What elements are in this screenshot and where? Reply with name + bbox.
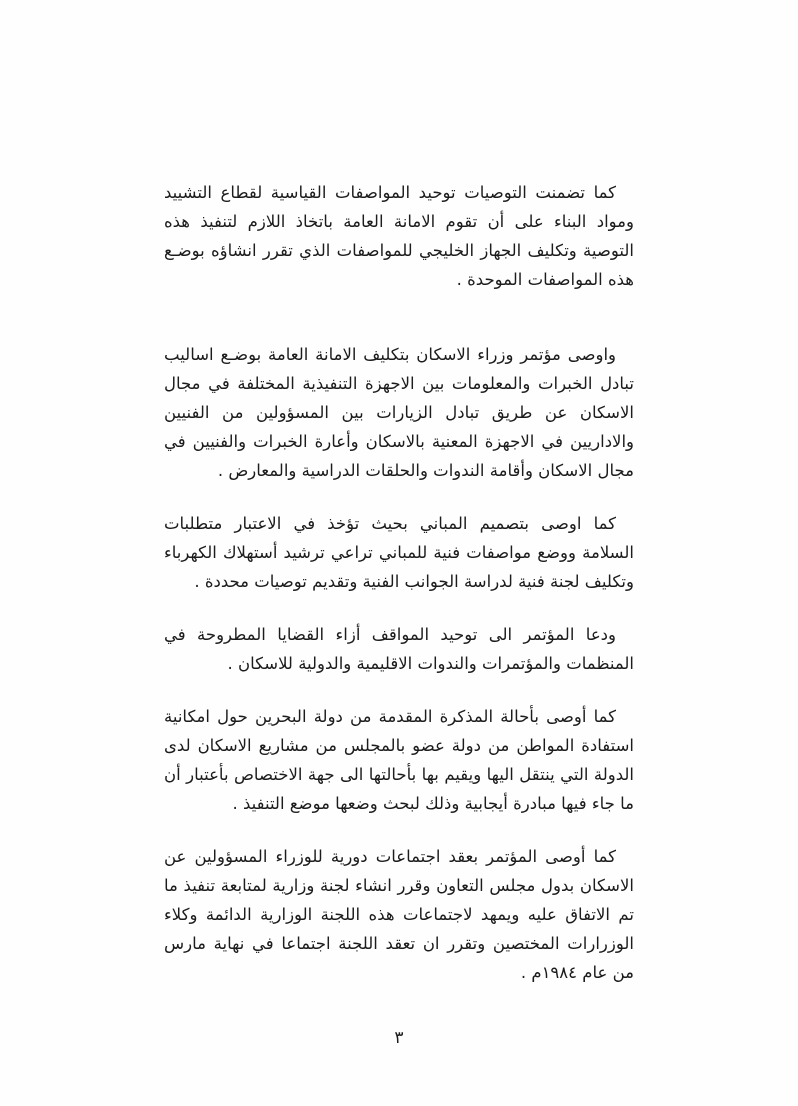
paragraph-building-design-safety: كما اوصى بتصميم المباني بحيث تؤخذ في الاعتبار متطلبات السلامة ووضع مواصفات فنية للمباني تراعي ترشيد أستهلاك الكهرباء وتكليف لجنة فنية لدراسة الجوانب الفنية وتقديم توصيات محددة . [164, 514, 634, 591]
paragraph-ministers-conference-exchange: واوصى مؤتمر وزراء الاسكان بتكليف الامانة العامة بوضـع اساليب تبادل الخبرات والمعلومات بين الاجهزة التنفيذية المختلفة في مجال الاسكان عن طريق تبادل الزيارات بين المسؤولين من الفنيين والاداريين في الاجهزة المعنية بالاسكان وأعارة الخبرات والفنيين في مجال الاسكان وأقامة الندوات والحلقات الدراسية والمعارض . [164, 345, 634, 480]
page-number: ٣ [394, 1028, 404, 1048]
paragraph-recommendations-specifications: كما تضمنت التوصيات توحيد المواصفات القياسية لقطاع التشييد ومواد البناء على أن تقوم الامانة العامة باتخاذ اللازم لتنفيذ هذه التوصية وتكليف الجهاز الخليجي للمواصفات الذي تقرر انشاؤه بوضـع هذه المواصفات الموحدة . [164, 183, 634, 289]
paragraph-unified-positions: ودعا المؤتمر الى توحيد المواقف أزاء القضايا المطروحة في المنظمات والمؤتمرات والندوات الاقليمية والدولية للاسكان . [164, 625, 634, 673]
paragraph-periodic-meetings: كما أوصى المؤتمر بعقد اجتماعات دورية للوزراء المسؤولين عن الاسكان بدول مجلس التعاون وقرر انشاء لجنة وزارية لمتابعة تنفيذ ما تم الاتفاق عليه ويمهد لاجتماعات هذه اللجنة الوزارية الدائمة وكلاء الوزرارات المختصين وتقرر ان تعقد اللجنة اجتماعا في نهاية مارس من عام ١٩٨٤م . [164, 847, 634, 982]
document-text-block [164, 178, 634, 1011]
paragraph-bahrain-memorandum: كما أوصى بأحالة المذكرة المقدمة من دولة البحرين حول امكانية استفادة المواطن من دولة عضو بالمجلس من مشاريع الاسكان لدى الدولة التي ينتقل اليها ويقيم بها بأحالتها الى جهة الاختصاص بأعتبار أن ما جاء فيها مبادرة أيجابية وذلك لبحث وضعها موضع التنفيذ . [164, 707, 634, 813]
